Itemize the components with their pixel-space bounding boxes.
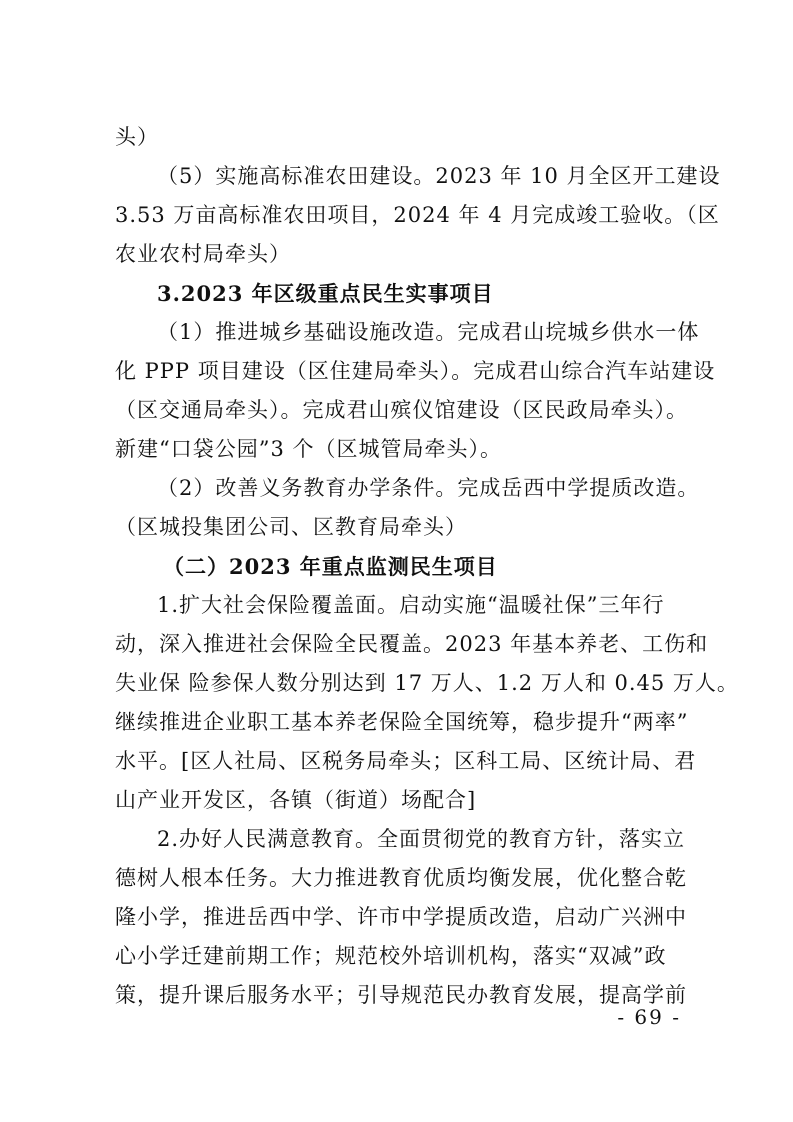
text-line-8: （区交通局牵头）。完成君山殡仪馆建设（区民政局牵头）。	[115, 398, 688, 422]
text-line-9: 新建“口袋公园”3 个（区城管局牵头）。	[115, 437, 503, 461]
text-line-22: 心小学迁建前期工作；规范校外培训机构，落实“双减”政	[115, 944, 667, 968]
text-line-4: 农业农村局牵头）	[115, 242, 291, 266]
text-line-15: 失业保 险参保人数分别达到 17 万人、1.2 万人和 0.45 万人。	[115, 671, 739, 695]
text-line-10: （2）改善义务教育办学条件。完成岳西中学提质改造。	[157, 476, 700, 500]
text-line-20: 德树人根本任务。大力推进教育优质均衡发展，优化整合乾	[115, 866, 687, 890]
text-line-21: 隆小学，推进岳西中学、许市中学提质改造，启动广兴洲中	[115, 905, 687, 929]
page-number: - 69 -	[617, 1005, 681, 1029]
text-line-17: 水平。[区人社局、区税务局牵头；区科工局、区统计局、君	[115, 749, 697, 773]
text-line-6: （1）推进城乡基础设施改造。完成君山垸城乡供水一体	[157, 320, 700, 344]
text-line-14: 动，深入推进社会保险全民覆盖。2023 年基本养老、工伤和	[115, 632, 709, 656]
text-line-7: 化 PPP 项目建设（区住建局牵头）。完成君山综合汽车站建设	[115, 359, 716, 383]
text-line-13: 1.扩大社会保险覆盖面。启动实施“温暖社保”三年行	[157, 593, 665, 617]
text-line-18: 山产业开发区，各镇（街道）场配合]	[115, 788, 477, 812]
text-line-19: 2.办好人民满意教育。全面贯彻党的教育方针，落实立	[157, 827, 686, 851]
text-line-1: 头）	[115, 125, 159, 149]
text-line-2: （5）实施高标准农田建设。2023 年 10 月全区开工建设	[157, 164, 721, 188]
text-line-23: 策，提升课后服务水平；引导规范民办教育发展，提高学前	[115, 983, 687, 1007]
section-heading-2: （二）2023 年重点监测民生项目	[163, 554, 498, 579]
document-body	[115, 118, 739, 1015]
text-line-11: （区城投集团公司、区教育局牵头）	[115, 515, 467, 539]
text-line-3: 3.53 万亩高标准农田项目，2024 年 4 月完成竣工验收。（区	[115, 203, 720, 227]
section-heading-3: 3.2023 年区级重点民生实事项目	[157, 281, 494, 306]
text-line-16: 继续推进企业职工基本养老保险全国统筹，稳步提升“两率”	[115, 710, 689, 734]
